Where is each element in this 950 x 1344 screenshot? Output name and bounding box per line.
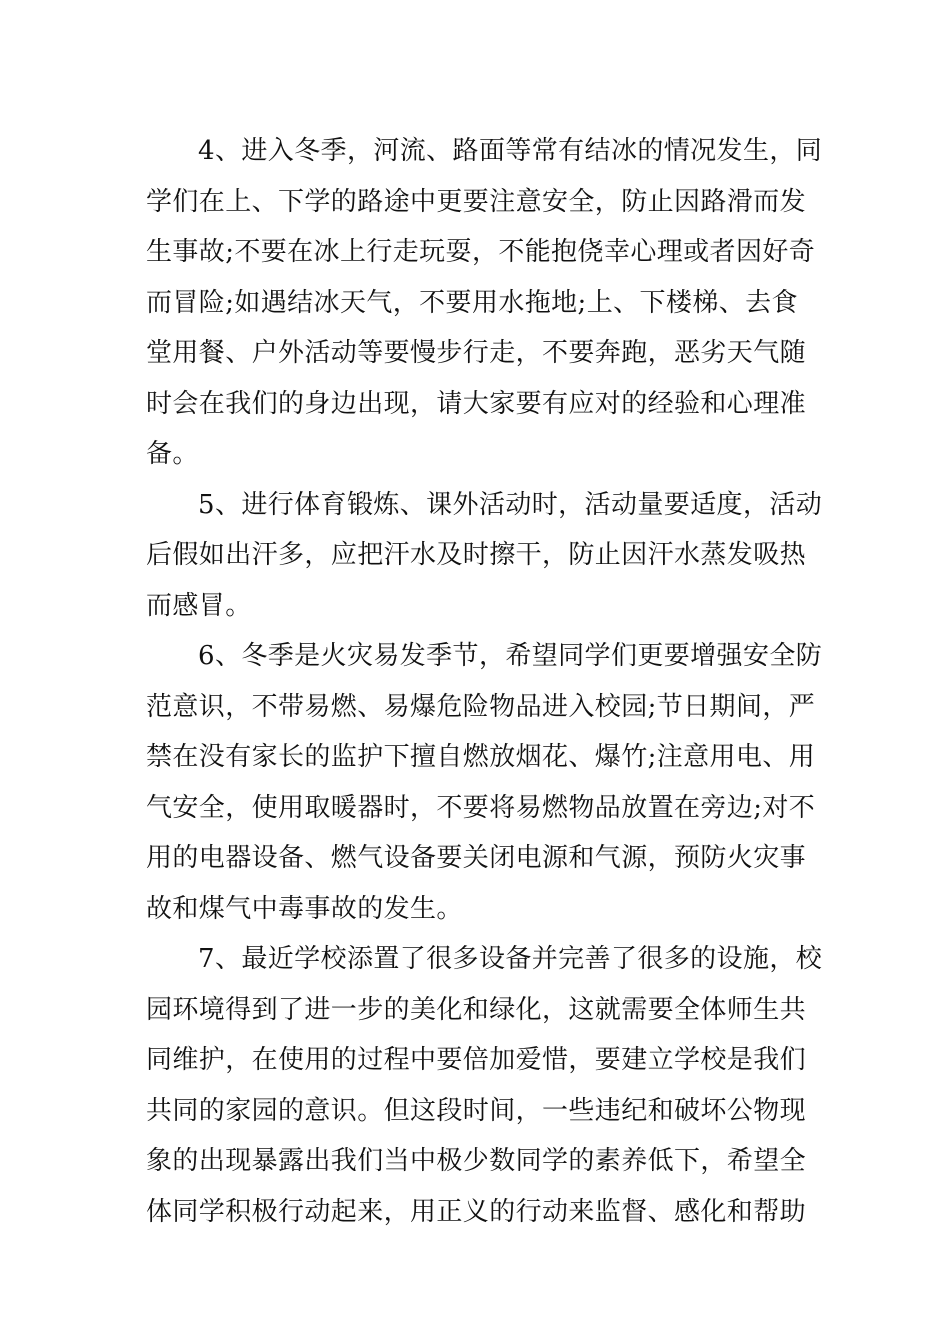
text-line: 学们在上、下学的路途中更要注意安全，防止因路滑而发 xyxy=(146,186,807,217)
text-line: 备。 xyxy=(146,439,199,469)
text-line: 用的电器设备、燃气设备要关闭电源和气源，预防火灾事 xyxy=(146,843,807,873)
paragraph-item-7 xyxy=(146,934,823,1237)
text-line: 4、进入冬季，河流、路面等常有结冰的情况发生，同 xyxy=(198,136,823,166)
text-line: 气安全，使用取暖器时，不要将易燃物品放置在旁边;对不 xyxy=(146,792,816,823)
text-line: 堂用餐、户外活动等要慢步行走，不要奔跑，恶劣天气随 xyxy=(146,338,807,368)
text-line: 禁在没有家长的监护下擅自燃放烟花、爆竹;注意用电、用 xyxy=(146,742,816,772)
text-line: 象的出现暴露出我们当中极少数同学的素养低下，希望全 xyxy=(146,1146,807,1176)
text-line: 而感冒。 xyxy=(146,590,252,621)
text-line: 共同的家园的意识。但这段时间，一些违纪和破坏公物现 xyxy=(146,1095,807,1126)
text-line: 后假如出汗多，应把汗水及时擦干，防止因汗水蒸发吸热 xyxy=(146,540,807,570)
text-line: 园环境得到了进一步的美化和绿化，这就需要全体师生共 xyxy=(146,994,807,1025)
text-line: 故和煤气中毒事故的发生。 xyxy=(146,893,463,924)
text-line: 7、最近学校添置了很多设备并完善了很多的设施，校 xyxy=(198,944,823,974)
text-line: 生事故;不要在冰上行走玩耍，不能抱侥幸心理或者因好奇 xyxy=(146,237,816,267)
text-line: 5、进行体育锻炼、课外活动时，活动量要适度，活动 xyxy=(198,489,823,520)
document-body xyxy=(146,126,823,1237)
paragraph-item-4 xyxy=(146,126,823,480)
text-line: 而冒险;如遇结冰天气，不要用水拖地;上、下楼梯、去食 xyxy=(146,287,798,318)
text-line: 时会在我们的身边出现，请大家要有应对的经验和心理准 xyxy=(146,388,807,419)
text-line: 同维护，在使用的过程中要倍加爱惜，要建立学校是我们 xyxy=(146,1045,807,1075)
paragraph-item-6 xyxy=(146,631,823,934)
text-line: 6、冬季是火灾易发季节，希望同学们更要增强安全防 xyxy=(198,641,823,671)
text-line: 范意识，不带易燃、易爆危险物品进入校园;节日期间，严 xyxy=(146,691,816,722)
paragraph-item-5 xyxy=(146,480,823,632)
text-line: 体同学积极行动起来，用正义的行动来监督、感化和帮助 xyxy=(146,1196,807,1227)
